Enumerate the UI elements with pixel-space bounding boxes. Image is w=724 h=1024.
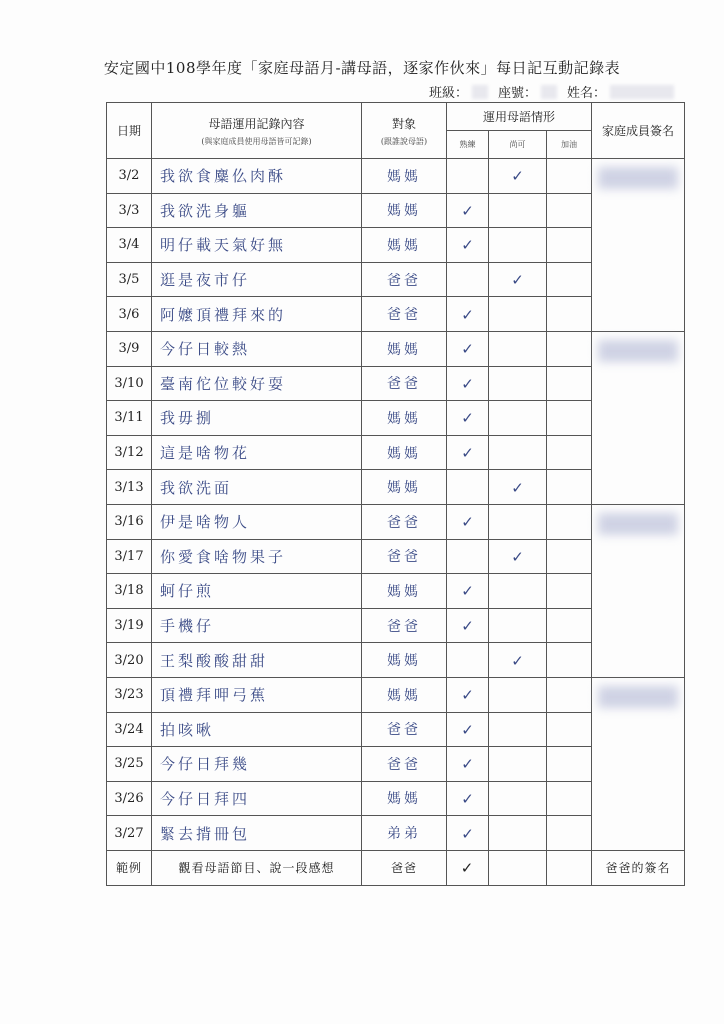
row-level-cell: [447, 401, 489, 436]
row-level-cell: [489, 747, 547, 782]
check-mark: ✓: [461, 513, 474, 532]
row-target: 爸爸: [362, 262, 447, 297]
row-level-cell: [447, 193, 489, 228]
row-date: 3/13: [107, 470, 152, 505]
row-target: 媽媽: [362, 574, 447, 609]
row-target: 媽媽: [362, 435, 447, 470]
family-signature-cell: [592, 331, 685, 504]
signature-redacted: [598, 686, 678, 708]
header-level-ok: 尚可: [489, 131, 547, 159]
row-level-cell: [489, 470, 547, 505]
row-level-cell: [489, 504, 547, 539]
row-level-cell: [547, 643, 592, 678]
row-level-cell: [447, 366, 489, 401]
row-date: 3/12: [107, 435, 152, 470]
row-date: 3/9: [107, 331, 152, 366]
row-content: 拍咳啾: [152, 712, 362, 747]
row-level-cell: [447, 539, 489, 574]
row-content: 我欲食麋仫肉酥: [152, 159, 362, 194]
row-level-cell: [489, 262, 547, 297]
header-sign: 家庭成員簽名: [592, 103, 685, 159]
row-level-cell: [489, 816, 547, 851]
row-level-cell: [447, 781, 489, 816]
row-level-cell: [547, 228, 592, 263]
row-content: 我毋捌: [152, 401, 362, 436]
table-row: [107, 159, 685, 194]
row-level-cell: [547, 608, 592, 643]
check-mark: ✓: [461, 444, 474, 463]
check-mark: ✓: [461, 340, 474, 359]
row-level-cell: [547, 677, 592, 712]
row-target: 爸爸: [362, 504, 447, 539]
row-level-cell: [547, 262, 592, 297]
row-level-cell: [447, 228, 489, 263]
row-date: 3/24: [107, 712, 152, 747]
row-level-cell: [447, 504, 489, 539]
header-target-label: 對象: [391, 116, 416, 131]
header-date: 日期: [107, 103, 152, 159]
row-level-cell: [447, 331, 489, 366]
row-level-cell: [489, 331, 547, 366]
row-content: 明仔載天氣好無: [152, 228, 362, 263]
row-target: 弟弟: [362, 816, 447, 851]
check-mark: ✓: [461, 582, 474, 601]
row-level-cell: [489, 297, 547, 332]
row-target: 媽媽: [362, 781, 447, 816]
row-level-cell: [447, 712, 489, 747]
row-target: 爸爸: [362, 297, 447, 332]
row-content: 阿嬤頂禮拜來的: [152, 297, 362, 332]
row-date: 3/20: [107, 643, 152, 678]
row-target: 媽媽: [362, 677, 447, 712]
check-mark: ✓: [461, 720, 474, 739]
family-signature-cell: [592, 504, 685, 677]
row-level-cell: [547, 159, 592, 194]
name-label: 姓名：: [566, 86, 606, 101]
header-target: [362, 103, 447, 159]
row-level-cell: [489, 435, 547, 470]
row-level-cell: [547, 435, 592, 470]
row-date: 3/4: [107, 228, 152, 263]
document-title: 安定國中108學年度「家庭母語月-講母語，逐家作伙來」每日記互動記錄表: [103, 59, 621, 77]
row-date: 3/19: [107, 608, 152, 643]
row-date: 3/18: [107, 574, 152, 609]
table-row: [107, 677, 685, 712]
row-date: 3/25: [107, 747, 152, 782]
check-mark: ✓: [461, 201, 474, 220]
row-date: 3/3: [107, 193, 152, 228]
row-date: 3/23: [107, 677, 152, 712]
row-level-cell: [547, 366, 592, 401]
row-content: 我欲洗面: [152, 470, 362, 505]
row-level-cell: [447, 643, 489, 678]
row-level-cell: [447, 816, 489, 851]
row-target: 媽媽: [362, 331, 447, 366]
class-value-redacted: [472, 85, 488, 99]
row-level-cell: [447, 159, 489, 194]
check-mark: ✓: [511, 478, 524, 497]
row-content: 手機仔: [152, 608, 362, 643]
row-level-cell: [489, 401, 547, 436]
check-mark: ✓: [511, 547, 524, 566]
check-mark: ✓: [460, 858, 475, 877]
row-level-cell: [547, 539, 592, 574]
row-level-cell: [447, 574, 489, 609]
signature-redacted: [598, 340, 678, 362]
row-level-cell: [547, 574, 592, 609]
row-level-cell: [547, 470, 592, 505]
row-content: 今仔日拜幾: [152, 747, 362, 782]
class-label: 班級：: [428, 86, 468, 101]
check-mark: ✓: [461, 617, 474, 636]
row-target: 爸爸: [362, 539, 447, 574]
row-level-cell: [489, 608, 547, 643]
row-content: 王梨酸酸甜甜: [152, 643, 362, 678]
row-content: 今仔日較熱: [152, 331, 362, 366]
row-level-cell: [489, 781, 547, 816]
row-content: 蚵仔煎: [152, 574, 362, 609]
check-mark: ✓: [511, 651, 524, 670]
row-level-cell: [547, 781, 592, 816]
record-table: [106, 102, 685, 886]
row-level-cell: [489, 366, 547, 401]
row-level-cell: [547, 193, 592, 228]
row-level-cell: [447, 470, 489, 505]
header-content-note: (與家庭成員使用母語皆可記錄): [201, 136, 312, 146]
header-content: [152, 103, 362, 159]
header-target-note: (跟誰說母語): [380, 136, 428, 146]
example-label: 範例: [107, 850, 152, 885]
row-date: 3/6: [107, 297, 152, 332]
check-mark: ✓: [461, 409, 474, 428]
check-mark: ✓: [511, 271, 524, 290]
row-target: 爸爸: [362, 366, 447, 401]
table-row: [107, 331, 685, 366]
row-level-cell: [447, 677, 489, 712]
row-level-cell: [447, 608, 489, 643]
header-level-try: 加油: [547, 131, 592, 159]
row-content: 伊是啥物人: [152, 504, 362, 539]
example-content: 觀看母語節目、說一段感想: [152, 850, 362, 885]
row-content: 臺南佗位較好耍: [152, 366, 362, 401]
row-content: 逛是夜市仔: [152, 262, 362, 297]
header-content-label: 母語運用記錄內容: [208, 116, 305, 131]
row-target: 媽媽: [362, 470, 447, 505]
record-rows: [107, 159, 685, 886]
check-mark: ✓: [461, 789, 474, 808]
family-signature-cell: [592, 677, 685, 850]
row-content: 這是啥物花: [152, 435, 362, 470]
row-date: 3/11: [107, 401, 152, 436]
signature-redacted: [598, 167, 678, 189]
seat-label: 座號：: [497, 86, 537, 101]
row-content: 緊去揹冊包: [152, 816, 362, 851]
check-mark: ✓: [461, 755, 474, 774]
check-mark: ✓: [461, 305, 474, 324]
row-level-cell: [489, 643, 547, 678]
row-level-cell: [489, 193, 547, 228]
header-usage: 運用母語情形: [447, 103, 592, 131]
row-level-cell: [489, 539, 547, 574]
row-date: 3/10: [107, 366, 152, 401]
check-mark: ✓: [461, 374, 474, 393]
row-target: 媽媽: [362, 401, 447, 436]
row-date: 3/26: [107, 781, 152, 816]
row-date: 3/16: [107, 504, 152, 539]
row-content: 今仔日拜四: [152, 781, 362, 816]
row-level-cell: [547, 816, 592, 851]
check-mark: ✓: [461, 686, 474, 705]
row-target: 爸爸: [362, 608, 447, 643]
row-content: 我欲洗身軀: [152, 193, 362, 228]
row-level-cell: [547, 331, 592, 366]
row-content: 頂禮拜呷弓蕉: [152, 677, 362, 712]
header-level-fluent: 熟練: [447, 131, 489, 159]
row-content: 你愛食啥物果子: [152, 539, 362, 574]
row-date: 3/17: [107, 539, 152, 574]
row-level-cell: [547, 712, 592, 747]
check-mark: ✓: [461, 236, 474, 255]
row-date: 3/5: [107, 262, 152, 297]
row-level-cell: [489, 228, 547, 263]
name-value-redacted: [610, 85, 674, 99]
check-mark: ✓: [511, 167, 524, 186]
signature-redacted: [598, 513, 678, 535]
row-level-cell: [547, 504, 592, 539]
row-level-cell: [489, 159, 547, 194]
row-target: 媽媽: [362, 159, 447, 194]
row-target: 媽媽: [362, 228, 447, 263]
example-sign: 爸爸的簽名: [592, 850, 685, 885]
student-info: [429, 82, 674, 101]
row-level-cell: [489, 574, 547, 609]
row-target: 爸爸: [362, 712, 447, 747]
example-target: 爸爸: [362, 850, 447, 885]
seat-value-redacted: [541, 85, 557, 99]
row-level-cell: [447, 262, 489, 297]
row-level-cell: [447, 747, 489, 782]
row-target: 爸爸: [362, 747, 447, 782]
table-row: [107, 504, 685, 539]
row-date: 3/2: [107, 159, 152, 194]
example-level-cell: [489, 850, 547, 885]
row-target: 媽媽: [362, 643, 447, 678]
row-level-cell: [547, 297, 592, 332]
example-row: [107, 850, 685, 885]
family-signature-cell: [592, 159, 685, 332]
example-level-cell: [547, 850, 592, 885]
row-level-cell: [447, 435, 489, 470]
example-level-cell: [447, 850, 489, 885]
row-date: 3/27: [107, 816, 152, 851]
row-level-cell: [547, 401, 592, 436]
check-mark: ✓: [461, 824, 474, 843]
row-level-cell: [489, 677, 547, 712]
row-target: 媽媽: [362, 193, 447, 228]
row-level-cell: [447, 297, 489, 332]
row-level-cell: [489, 712, 547, 747]
row-level-cell: [547, 747, 592, 782]
